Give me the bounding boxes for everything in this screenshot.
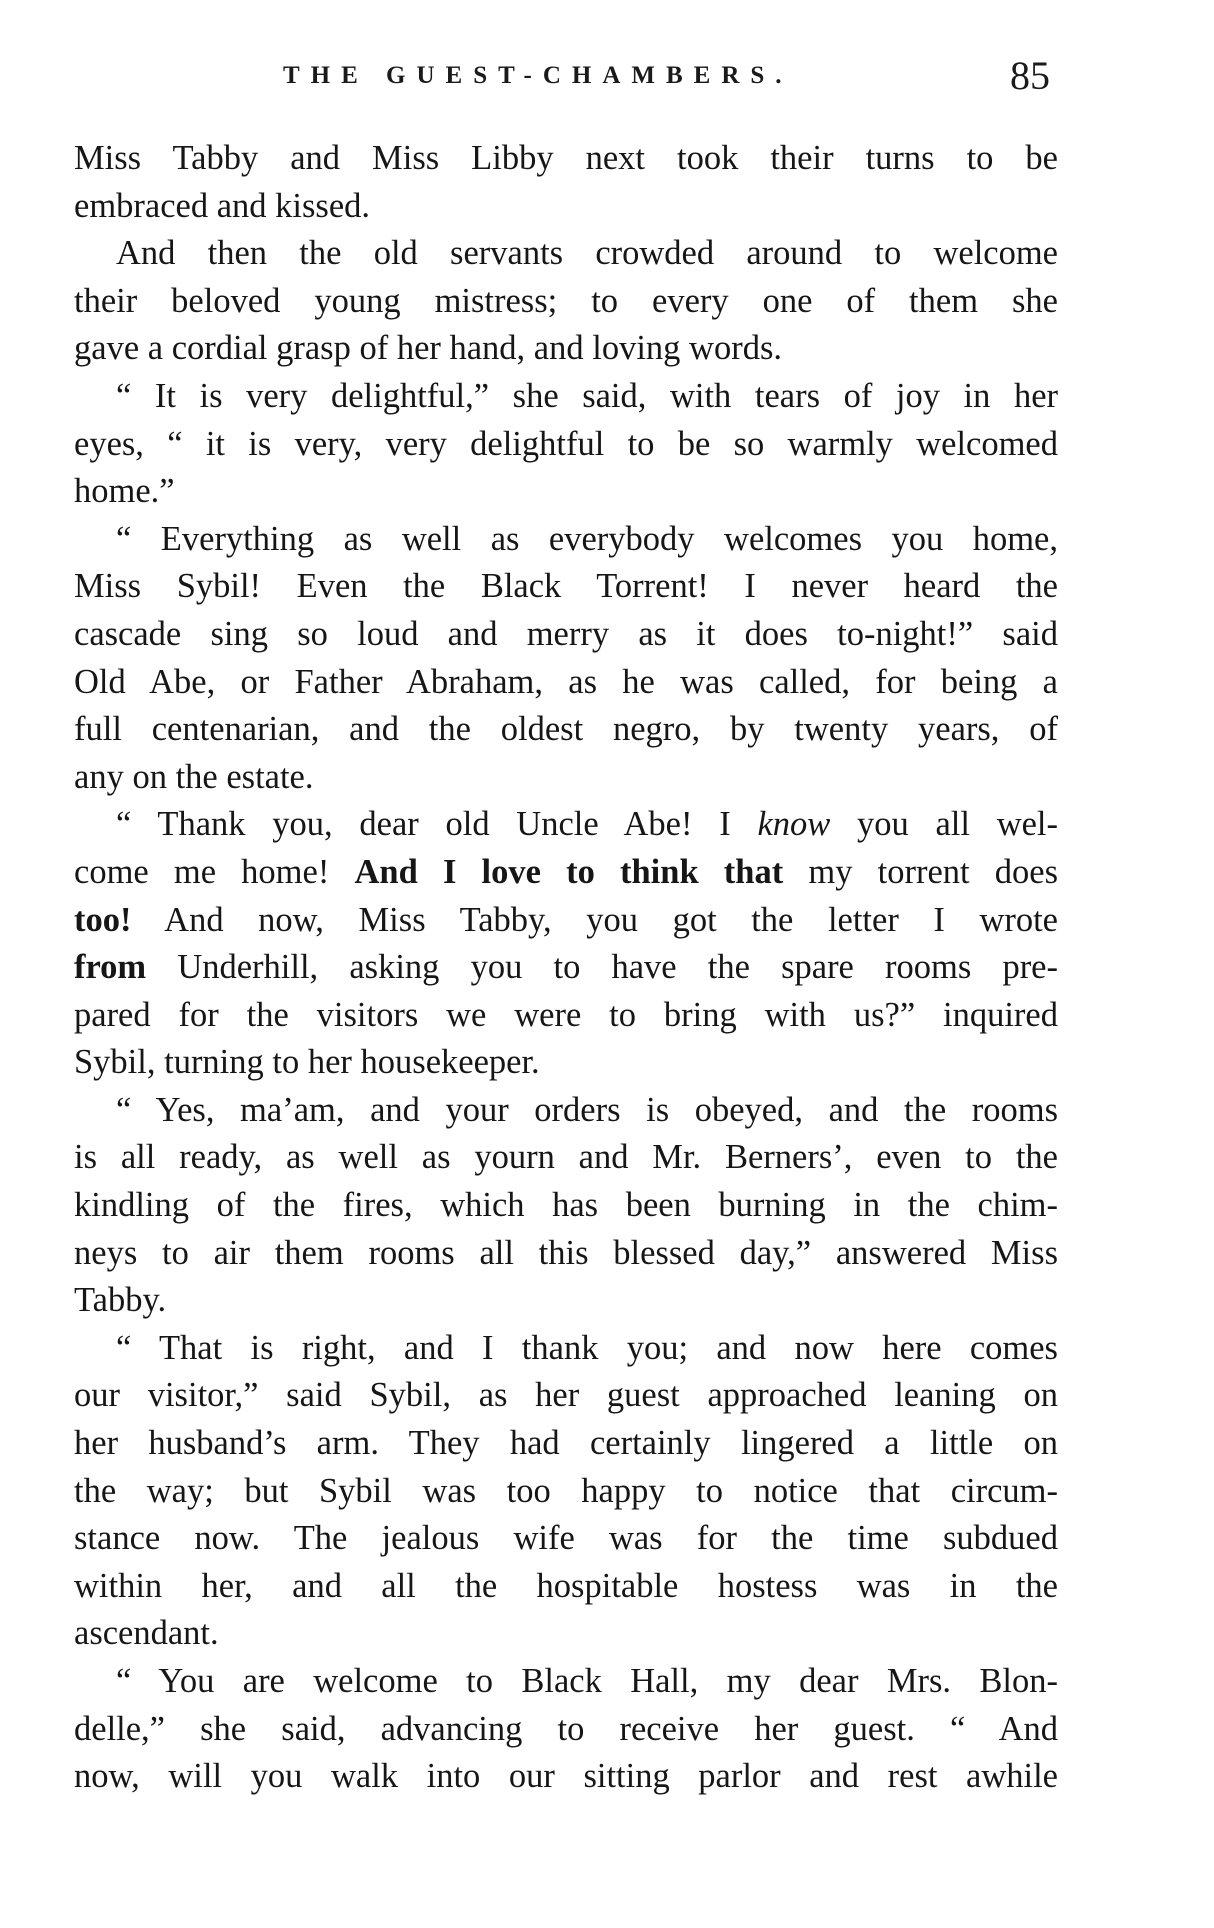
text-run: come me home! [74,852,355,891]
text-line: gave a cordial grasp of her hand, and loving words. [74,329,782,368]
text-line: our visitor,” said Sybil, as her guest approached leaning on [74,1376,1058,1415]
text-line: stance now. The jealous wife was for the time subdued [74,1519,1058,1558]
bold-text: too! [74,900,132,939]
text-run: Underhill, asking you to have the spare rooms pre- [146,948,1058,987]
bold-text: from [74,948,147,987]
text-line: Tabby. [74,1281,167,1320]
text-line [74,944,1058,992]
text-line [74,849,1058,897]
running-title: THE GUEST-CHAMBERS. [283,62,793,89]
text-line: pared for the visitors we were to bring with us?” inquired [74,995,1058,1034]
text-line: cascade sing so loud and merry as it does to-night!” said [74,614,1058,653]
text-run: my torrent does [783,852,1059,891]
text-line: “ Yes, ma’am, and your orders is obeyed, and the rooms [116,1090,1058,1129]
text-line [74,897,1058,945]
text-line: any on the estate. [74,757,314,796]
text-line: her husband’s arm. They had certainly lingered a little on [74,1424,1058,1463]
text-line: ascendant. [74,1614,219,1653]
text-run: And now, Miss Tabby, you got the letter I wrote [131,900,1058,939]
text-line: Miss Sybil! Even the Black Torrent! I never heard the [74,567,1058,606]
text-line: neys to air them rooms all this blessed day,” answered Miss [74,1233,1058,1272]
text-line: Miss Tabby and Miss Libby next took their turns to be [74,139,1058,177]
text-line: embraced and kissed. [74,186,371,225]
text-line: “ Everything as well as everybody welcomes you home, [116,519,1058,558]
text-line [74,801,1058,849]
text-line: “ That is right, and I thank you; and now here comes [116,1328,1058,1367]
text-line: Sybil, turning to her housekeeper. [74,1043,540,1082]
text-line: their beloved young mistress; to every one of them she [74,281,1058,320]
text-line: delle,” she said, advancing to receive her guest. “ And [74,1709,1058,1748]
text-line: Old Abe, or Father Abraham, as he was called, for being a [74,662,1058,701]
page-header [0,52,1214,112]
text-run: you all wel- [830,805,1058,844]
emphasis-text: know [757,805,831,844]
text-line: And then the old servants crowded around to welcome [116,234,1058,273]
page-number: 85 [1010,53,1050,98]
text-line: eyes, “ it is very, very delightful to be so warmly welcomed [74,424,1058,463]
text-line: “ You are welcome to Black Hall, my dear Mrs. Blon- [116,1662,1058,1700]
text-line: full centenarian, and the oldest negro, by twenty years, of [74,710,1058,749]
text-run: “ Thank you, dear old Uncle Abe! I [116,805,758,844]
text-line: kindling of the fires, which has been burning in the chim- [74,1186,1058,1225]
bold-text: And I love to think that [354,852,784,891]
text-line: within her, and all the hospitable hostess was in the [74,1566,1058,1605]
text-line: is all ready, as well as yourn and Mr. Berners’, even to the [74,1138,1058,1177]
body-text [74,135,1058,1801]
text-line: home.” [74,472,175,511]
text-line: “ It is very delightful,” she said, with tears of joy in her [116,376,1058,415]
text-line: the way; but Sybil was too happy to notice that circum- [74,1471,1058,1510]
text-line: now, will you walk into our sitting parlor and rest awhile [74,1757,1058,1796]
